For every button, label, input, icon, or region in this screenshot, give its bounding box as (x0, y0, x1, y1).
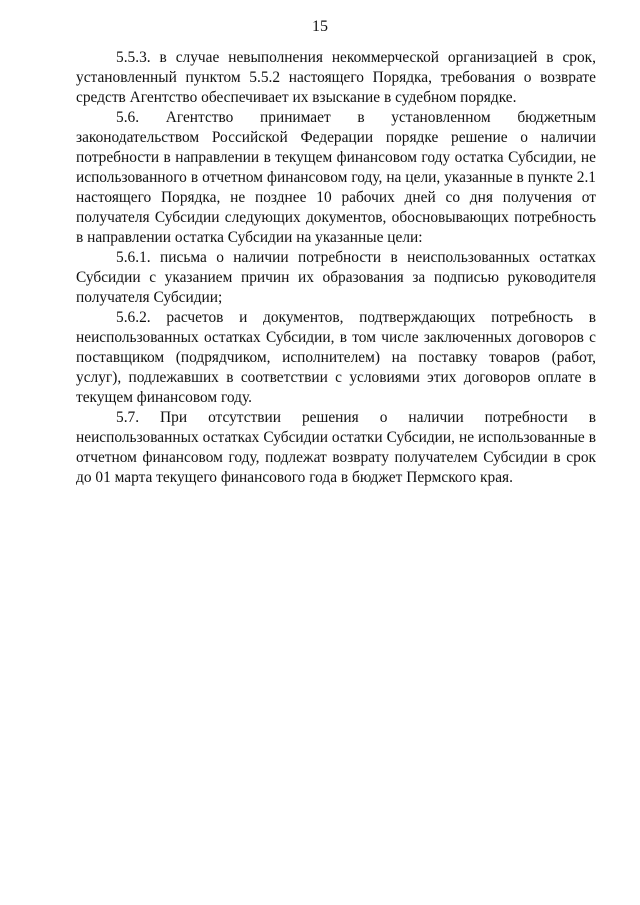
paragraph-5-6-2: 5.6.2. расчетов и документов, подтверждающих потребность в неиспользованных остатках Субсидии, в том числе заключенных договоров с поставщиком (подрядчиком, исполнителем) на поставку товаров (работ, услуг), подлежавших в соответствии с условиями этих договоров оплате в текущем финансовом году. (76, 309, 596, 406)
paragraph-5-6: 5.6. Агентство принимает в установленном бюджетным законодательством Российской Федерации порядке решение о наличии потребности в направлении в текущем финансовом году остатка Субсидии, не использованного в отчетном финансовом году, на цели, указанные в пункте 2.1 настоящего Порядка, не позднее 10 рабочих дней со дня получения от получателя Субсидии следующих документов, обосновывающих потребность в направлении остатка Субсидии на указанные цели: (76, 109, 596, 246)
document-body (76, 48, 596, 488)
paragraph-5-6-1: 5.6.1. письма о наличии потребности в неиспользованных остатках Субсидии с указанием причин их образования за подписью руководителя получателя Субсидии; (76, 249, 596, 306)
paragraph-5-5-3: 5.5.3. в случае невыполнения некоммерческой организацией в срок, установленный пунктом 5.5.2 настоящего Порядка, требования о возврате средств Агентство обеспечивает их взыскание в судебном порядке. (76, 49, 596, 106)
page-number: 15 (312, 18, 328, 35)
paragraph-5-7: 5.7. При отсутствии решения о наличии потребности в неиспользованных остатках Субсидии остатки Субсидии, не использованные в отчетном финансовом году, подлежат возврату получателем Субсидии в срок до 01 марта текущего финансового года в бюджет Пермского края. (76, 409, 596, 486)
